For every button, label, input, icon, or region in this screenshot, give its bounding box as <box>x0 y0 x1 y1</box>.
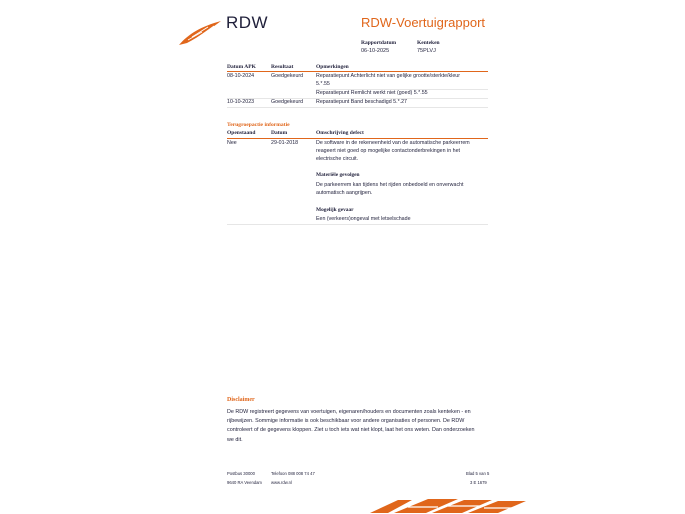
footer-code: 3 E 1679 <box>470 480 487 485</box>
apk-header-remarks: Opmerkingen <box>316 64 349 70</box>
disclaimer-line-2: rijbewijzen. Sommige informatie is ook beschikbaar voor andere organisaties of personen. De RDW <box>227 418 465 425</box>
footer-web-link[interactable]: www.rdw.nl <box>271 480 292 485</box>
recall-defect-line-1: De software in de rekeneenheid van de automatische parkeerrem <box>316 140 470 146</box>
apk-row-1-remark-1: Reparatiepunt Achterlicht niet van gelijke grootte/sterkte/kleur <box>316 73 460 79</box>
plate-label: Kenteken <box>417 40 440 46</box>
apk-header-date: Datum APK <box>227 64 256 70</box>
footer-city: 9640 RA Veendam <box>227 480 262 485</box>
decorative-stripes-icon <box>368 497 528 514</box>
disclaimer-line-4: we dit. <box>227 436 243 443</box>
disclaimer-text <box>227 408 489 445</box>
apk-row-2-remark-1: Reparatiepunt Band beschadigd 5.*.27 <box>316 99 407 105</box>
apk-header-result: Resultaat <box>271 64 294 70</box>
apk-row-1-result: Goedgekeurd <box>271 73 304 79</box>
footer-postbus: Postbus 30000 <box>227 471 255 476</box>
disclaimer-line-1: De RDW registreert gegevens van voertuigen, eigenaren/houders en documenten zoals kenteken - en <box>227 409 471 415</box>
apk-row-1-remark-2: 5.*.55 <box>316 81 330 87</box>
recall-defect-line-3: electrische circuit. <box>316 156 359 162</box>
apk-table-end-rule <box>227 107 488 108</box>
recall-defect-line-2: reageert niet goed op mogelijke contactonderbrekingen in het <box>316 148 460 154</box>
consequences-line-2: automatisch aangrijpen. <box>316 190 373 196</box>
footer-phone: Telefoon 088 008 74 47 <box>271 471 315 476</box>
recall-header-date: Datum <box>271 130 288 136</box>
recall-header-open: Openstaand <box>227 130 256 136</box>
brand-name: RDW <box>226 13 269 32</box>
apk-row-1-remark-3: Reparatiepunt Remlicht werkt niet (goed) 5.*.55 <box>316 90 428 96</box>
recall-header-defect: Omschrijving defect <box>316 130 364 136</box>
disclaimer-line-3: controleert of de gegevens kloppen. Ziet u toch iets wat niet klopt, laat het ons weten. Dan onderzoeken <box>227 427 475 434</box>
recall-date-value: 29-01-2018 <box>271 140 299 146</box>
footer-page-number: Blad 5 van 5 <box>466 471 490 476</box>
apk-row-2-result: Goedgekeurd <box>271 99 304 105</box>
report-date-label: Rapportdatum <box>361 40 397 46</box>
report-date-value: 06-10-2025 <box>361 48 390 54</box>
consequences-line-1: De parkeerrem kan tijdens het rijden onbedoeld en onverwacht <box>316 182 464 188</box>
consequences-title: Materiële gevolgen <box>316 172 360 178</box>
recall-end-rule <box>227 224 488 225</box>
plate-value: 75PLVJ <box>417 48 436 54</box>
recall-section-title: Terugroepactie informatie <box>227 122 290 128</box>
rdw-logo-icon <box>178 20 222 46</box>
apk-row-1-date: 08-10-2024 <box>227 73 255 79</box>
apk-row-2-date: 10-10-2023 <box>227 99 255 105</box>
danger-title: Mogelijk gevaar <box>316 207 354 213</box>
disclaimer-title: Disclaimer <box>227 397 255 403</box>
page-title: RDW-Voertuigrapport <box>361 15 486 30</box>
recall-open-value: Nee <box>227 140 237 146</box>
danger-line-1: Een (verkeers)ongeval met letselschade <box>316 216 411 222</box>
